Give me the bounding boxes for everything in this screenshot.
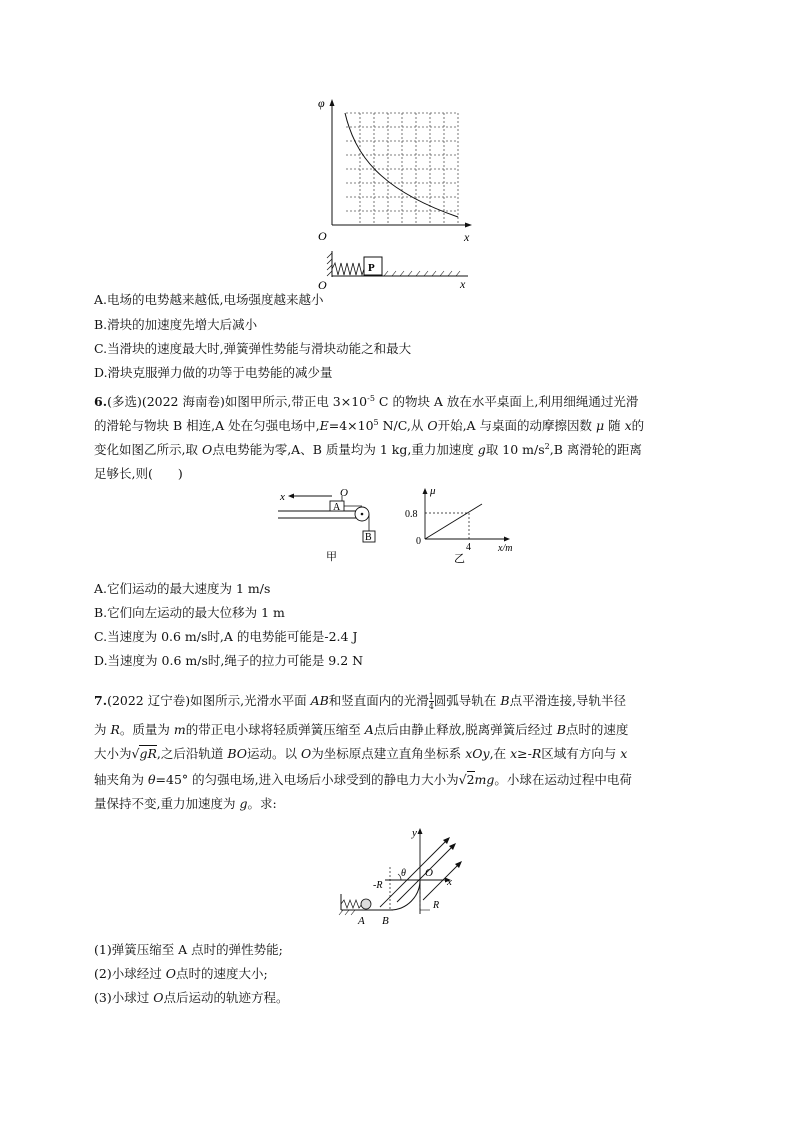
q7-line-3: 大小为√gR,之后沿轨道 BO运动。以 O为坐标原点建立直角坐标系 xOy,在 x≥-R区域有方向与 x xyxy=(94,746,628,761)
q6-line-4: 足够长,则( ) xyxy=(94,466,183,481)
yi-caption: 乙 xyxy=(454,553,465,565)
phi-label: φ xyxy=(318,96,325,110)
field-lines xyxy=(380,840,459,907)
q7-spring xyxy=(341,900,362,908)
q5-option-a: A.电场的电势越来越低,电场强度越来越小 xyxy=(94,292,324,307)
q7-y-label: y xyxy=(412,827,417,839)
q7-line-1: 7.(2022 辽宁卷)如图所示,光滑水平面 AB和竖直面内的光滑 $\frac{1}{4}$ 圆弧导轨在 B点平滑连接,导轨半径 xyxy=(94,692,627,711)
q5-option-c: C.当滑块的速度最大时,弹簧弹性势能与滑块动能之和最大 xyxy=(94,341,412,356)
q6-line-3: 变化如图乙所示,取 O点电势能为零,A、B 质量均为 1 kg,重力加速度 g取 10 $m/s^2,B$ 离滑轮的距离 xyxy=(94,441,642,457)
q6-option-b: B.它们向左运动的最大位移为 1 m xyxy=(94,605,285,620)
yi-x-arrow xyxy=(504,537,510,542)
x-label-bottom: x xyxy=(460,277,466,291)
origin-label-bottom: O xyxy=(318,278,327,292)
q6-number: 6. xyxy=(94,394,108,409)
ground-hatch xyxy=(384,271,460,276)
q5-option-b: B.滑块的加速度先增大后减小 xyxy=(94,317,258,332)
theta-label: θ xyxy=(401,868,406,879)
yi-zero: 0 xyxy=(416,536,421,547)
graph-grid xyxy=(346,113,458,225)
q7-sub-3: (3)小球过 O点后运动的轨迹方程。 xyxy=(94,990,289,1005)
q7-sub-1: (1)弹簧压缩至 A 点时的弹性势能; xyxy=(94,942,283,957)
q7-sub-2: (2)小球经过 O点时的速度大小; xyxy=(94,966,268,981)
q6-figure-yi xyxy=(402,484,527,566)
q7-line-5: 量保持不变,重力加速度为 g。求: xyxy=(94,796,277,811)
ball xyxy=(361,899,371,909)
q6-option-c: C.当速度为 0.6 m/s时,A 的电势能可能是-2.4 J xyxy=(94,629,358,644)
yi-tick-08: 0.8 xyxy=(405,509,418,520)
block-a-label: A xyxy=(333,502,341,513)
sqrt-2: √2 xyxy=(458,772,475,787)
q7-ground-hatch xyxy=(339,910,355,915)
jia-x-arrow xyxy=(288,494,294,499)
pulley-axle xyxy=(361,513,364,516)
q7-x-label: x xyxy=(447,876,452,888)
q7-line-4: 轴夹角为 θ=45° 的匀强电场,进入电场后小球受到的静电力大小为√2mg。小球在运动过程中电荷 xyxy=(94,772,632,787)
q6-figure-jia xyxy=(272,484,387,564)
r-label: R xyxy=(433,900,440,911)
jia-caption: 甲 xyxy=(326,551,337,563)
q7-figure xyxy=(335,812,465,930)
jia-origin-label: O xyxy=(340,487,348,499)
minus-r-label: -R xyxy=(373,880,383,891)
q7-number: 7. xyxy=(94,693,108,708)
q6-line-2: 的滑轮与物块 B 相连,A 处在匀强电场中$,E=4\times 10^5$ N/C,从 O开始,A 与桌面的动摩擦因数 μ 随 x的 xyxy=(94,417,645,433)
q6-line-1: 6.(多选)(2022 海南卷)如图甲所示,带正电 $3\times 10^{-5}$ C 的物块 A 放在水平桌面上,利用细绳通过光滑 xyxy=(94,393,639,409)
yi-mu-label: μ xyxy=(430,485,436,497)
yi-tick-4: 4 xyxy=(466,542,471,553)
x-axis-arrow xyxy=(465,223,472,228)
point-a-label: A xyxy=(358,915,365,927)
wall-hatch xyxy=(327,253,332,276)
block-b-label: B xyxy=(365,532,372,543)
q7-origin-label: O xyxy=(425,867,433,879)
q7-y-arrow xyxy=(418,828,423,834)
yi-line xyxy=(425,504,482,539)
q6-option-a: A.它们运动的最大速度为 1 m/s xyxy=(94,581,271,596)
point-b-label: B xyxy=(382,915,389,927)
phi-x-graph-figure xyxy=(310,95,485,295)
yi-y-arrow xyxy=(423,488,428,494)
quarter-arc xyxy=(390,880,420,910)
sqrt-gr: √gR xyxy=(131,746,157,761)
block-p-label: P xyxy=(368,262,375,274)
yi-xlabel: x/m xyxy=(498,543,513,554)
quarter-fraction: $\frac{1}{4}$ xyxy=(428,692,434,711)
q7-line-2: 为 R。质量为 m的带正电小球将轻质弹簧压缩至 A点后由静止释放,脱离弹簧后经过 B点时的速度 xyxy=(94,722,629,737)
spring xyxy=(332,263,364,275)
q5-option-d: D.滑块克服弹力做的功等于电势能的减少量 xyxy=(94,365,333,380)
q6-option-d: D.当速度为 0.6 m/s时,绳子的拉力可能是 9.2 N xyxy=(94,653,364,668)
jia-x-label: x xyxy=(280,491,285,503)
phi-axis-arrow xyxy=(330,99,335,106)
origin-label-top: O xyxy=(318,229,327,243)
x-label-top: x xyxy=(464,230,470,244)
phi-curve xyxy=(345,113,458,217)
